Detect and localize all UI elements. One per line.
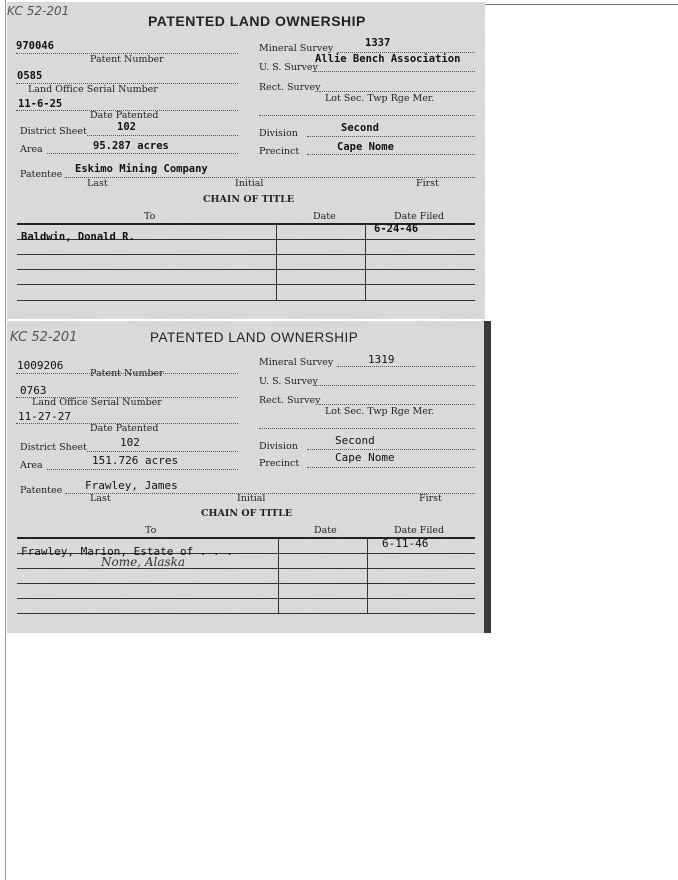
chain-date-filed-value: 6-24-46 — [374, 223, 419, 235]
district-sheet-label: District Sheet — [20, 126, 87, 137]
mineral-survey-label: Mineral Survey — [259, 357, 334, 368]
patentee-label: Patentee — [20, 485, 63, 496]
us-survey-label: U. S. Survey — [259, 376, 318, 387]
division-label: Division — [259, 128, 298, 139]
patentee-label: Patentee — [20, 169, 63, 180]
area-label: Area — [20, 460, 43, 471]
rect-survey-label: Rect. Survey — [259, 395, 321, 406]
chain-of-title-heading: CHAIN OF TITLE — [203, 194, 295, 205]
area-label: Area — [20, 144, 43, 155]
chain-of-title-heading: CHAIN OF TITLE — [201, 508, 293, 519]
col-date-header: Date — [314, 525, 337, 536]
patentee-value: Frawley, James — [85, 479, 178, 492]
chain-to-value: Baldwin, Donald R. — [21, 231, 135, 243]
col-date-header: Date — [313, 211, 336, 222]
col-date-filed-header: Date Filed — [394, 525, 445, 536]
serial-number-label: Land Office Serial Number — [32, 397, 162, 408]
area-value: 151.726 acres — [92, 454, 179, 467]
serial-number-value: 0763 — [20, 384, 47, 397]
division-value: Second — [335, 434, 375, 447]
patentee-last-label: Last — [87, 178, 108, 189]
page-top-rule — [484, 4, 678, 5]
patent-number-value: 970046 — [16, 40, 54, 52]
district-sheet-value: 102 — [117, 121, 136, 133]
col-date-filed-header: Date Filed — [394, 211, 445, 222]
chain-to-value: Frawley, Marion, Estate of . . . — [21, 545, 233, 558]
precinct-value: Cape Nome — [337, 141, 394, 153]
land-card-2 — [7, 321, 491, 633]
mineral-survey-owner: Allie Bench Association — [315, 53, 461, 65]
date-patented-label: Date Patented — [90, 110, 159, 121]
rect-survey-label: Rect. Survey — [259, 82, 321, 93]
patentee-first-label: First — [419, 493, 442, 504]
district-sheet-label: District Sheet — [20, 442, 87, 453]
precinct-value: Cape Nome — [335, 451, 395, 464]
rect-survey-columns: Lot Sec. Twp Rge Mer. — [325, 406, 435, 417]
chain-date-filed-value: 6-11-46 — [382, 537, 429, 550]
patentee-last-label: Last — [90, 493, 111, 504]
patentee-initial-label: Initial — [237, 493, 266, 504]
col-to-header: To — [145, 525, 157, 536]
mineral-survey-value: 1319 — [368, 353, 395, 366]
card-stamp: KC 52-201 — [10, 330, 78, 345]
date-patented-value: 11-6-25 — [18, 98, 63, 110]
page-left-edge — [5, 0, 6, 880]
division-value: Second — [341, 122, 379, 134]
serial-number-label: Land Office Serial Number — [28, 84, 158, 95]
rect-survey-columns: Lot Sec. Twp Rge Mer. — [325, 93, 435, 104]
patent-number-label: Patent Number — [90, 368, 164, 379]
table-row — [21, 225, 135, 244]
land-card-1 — [7, 2, 485, 319]
precinct-label: Precinct — [259, 146, 300, 157]
date-patented-label: Date Patented — [90, 423, 159, 434]
card-title: PATENTED LAND OWNERSHIP — [148, 13, 366, 29]
patentee-first-label: First — [416, 178, 439, 189]
division-label: Division — [259, 441, 298, 452]
patentee-initial-label: Initial — [235, 178, 264, 189]
precinct-label: Precinct — [259, 458, 300, 469]
patent-number-label: Patent Number — [90, 54, 164, 65]
district-sheet-value: 102 — [120, 436, 140, 449]
serial-number-value: 0585 — [17, 70, 43, 82]
us-survey-label: U. S. Survey — [259, 62, 318, 73]
patent-number-value: 1009206 — [17, 359, 64, 372]
card-stamp: KC 52-201 — [7, 4, 70, 18]
col-to-header: To — [144, 211, 156, 222]
patentee-value: Eskimo Mining Company — [75, 163, 208, 175]
mineral-survey-label: Mineral Survey — [259, 43, 334, 54]
date-patented-value: 11-27-27 — [18, 410, 71, 423]
area-value: 95.287 acres — [93, 140, 169, 152]
mineral-survey-value: 1337 — [365, 37, 391, 49]
handwritten-note: Nome, Alaska — [101, 555, 186, 569]
card-title: PATENTED LAND OWNERSHIP — [150, 330, 359, 345]
